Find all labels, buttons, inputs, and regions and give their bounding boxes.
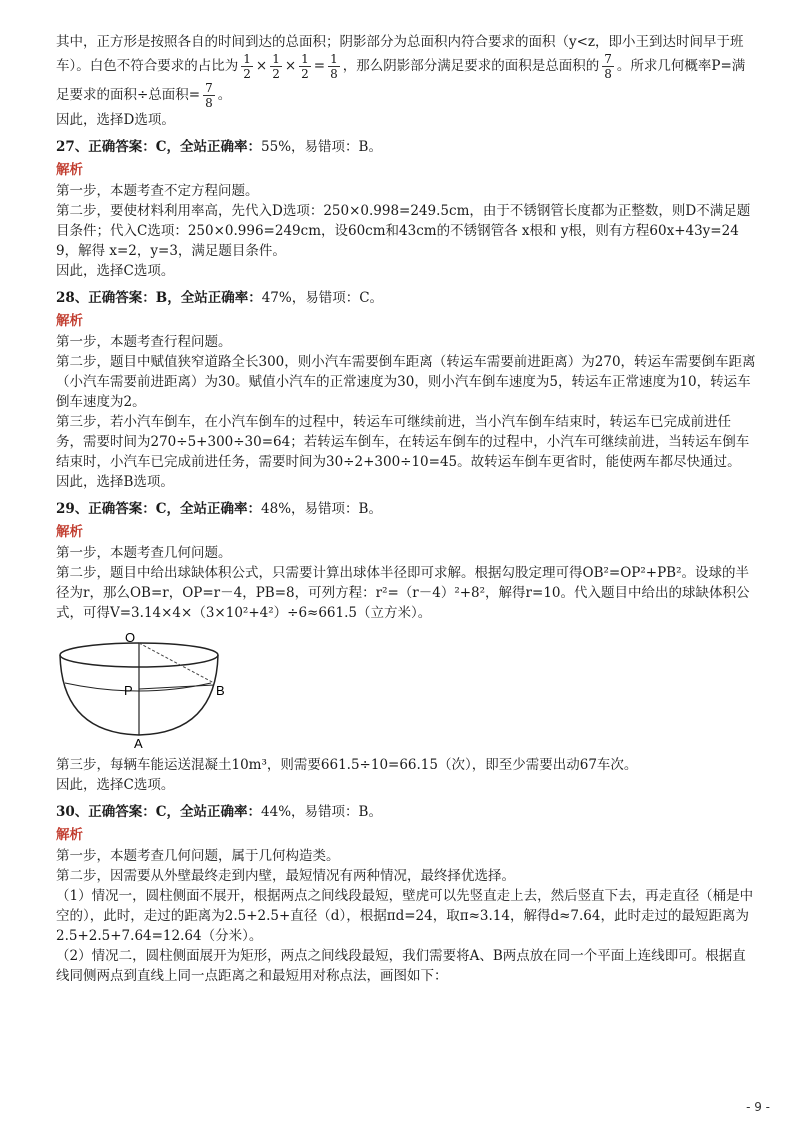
label-b: B <box>216 683 225 698</box>
q30-step-2: 第二步，因需要从外壁最终走到内壁，最短情况有两种情况，最终择优选择。 <box>56 868 515 884</box>
q29-answer-line: 29、正确答案：C，全站正确率：48%，易错项：B。 <box>56 501 382 517</box>
q27-step-1: 第一步，本题考查不定方程问题。 <box>56 183 259 199</box>
label-p: P <box>124 683 133 698</box>
q28-step-1: 第一步，本题考查行程问题。 <box>56 334 232 350</box>
q30-answer-line: 30、正确答案：C，全站正确率：44%，易错项：B。 <box>56 804 382 820</box>
q27-step-2: 第二步，要使材料利用率高，先代入D选项：250×0.998=249.5cm，由于不锈钢管长度都为正整数，则D不满足题目条件；代入C选项：250×0.996=249cm，设60cm和43cm的不锈钢管各 x根和 y根，则有方程60x+43y=249，解得 x=2，y=3，满足题目条件。 <box>56 203 751 259</box>
q28-conclusion: 因此，选择B选项。 <box>56 474 174 490</box>
label-a: A <box>134 736 143 749</box>
q27-analysis-label: 解析 <box>56 162 83 178</box>
cap-section-chord <box>65 683 211 691</box>
q28-step-3: 第三步，若小汽车倒车，在小汽车倒车的过程中，转运车可继续前进，当小汽车倒车结束时，转运车已完成前进任务，需要时间为270÷5+300÷30=64；若转运车倒车，在转运车倒车的过程中，小汽车可继续前进，当转运车倒车结束时，小汽车已完成前进任务，需要时间为30÷2+300÷10=45。故转运车倒车更省时，能使两车都尽快通过。 <box>56 414 750 470</box>
fraction: $\frac{7}{8}$ <box>604 52 612 81</box>
q30-analysis-label: 解析 <box>56 827 83 843</box>
q30-case-1: （1）情况一，圆柱侧面不展开，根据两点之间线段最短，壁虎可以先竖直走上去，然后竖直下去，再走直径（桶是中空的），此时，走过的距离为2.5+2.5+直径（d），根据πd=24，取π≈3.14，解得d≈7.64，此时走过的最短距离为2.5+2.5+7.64=12.64（分米）。 <box>56 888 754 944</box>
page-number: - 9 - <box>746 1100 770 1114</box>
q28-answer-line: 28、正确答案：B，全站正确率：47%，易错项：C。 <box>56 290 384 306</box>
q29-step-2: 第二步，题目中给出球缺体积公式，只需要计算出球体半径即可求解。根据勾股定理可得OB²=OP²+PB²。设球的半径为r，那么OB=r，OP=r－4，PB=8，可列方程：r²=（r－4）²+8²，解得r=10。代入题目中给出的球缺体积公式，可得V=3.14×4×（3×10²+4²）÷6≈661.5（立方米）。 <box>56 565 750 621</box>
q29-conclusion: 因此，选择C选项。 <box>56 777 175 793</box>
q30-case-2: （2）情况二，圆柱侧面展开为矩形，两点之间线段最短，我们需要将A、B两点放在同一个平面上连线即可。根据直线同侧两点到直线上同一点距离之和最短用对称点法，画图如下： <box>56 948 746 984</box>
q30-step-1: 第一步，本题考查几何问题，属于几何构造类。 <box>56 848 340 864</box>
q28-analysis-label: 解析 <box>56 313 83 329</box>
label-o: O <box>125 633 136 645</box>
spherical-cap-diagram <box>56 633 256 749</box>
q27-conclusion: 因此，选择C选项。 <box>56 263 175 279</box>
q26-probability-paragraph: 其中，正方形是按照各自的时间到达的总面积；阴影部分为总面积内符合要求的面积（y<z，即小王到达时间早于班车）。白色不符合要求的占比为 $\frac{1}{2}$ × $\frac{1}{2}$ × $\frac{1}{2}$ = $\frac{1}{8}$ ，那么阴影部分满足要求的面积是总面积的 $\frac{7}{8}$ 。所求几何概率P=满足要求的面积÷总面积= $\frac{7}{8}$ 。 <box>56 34 746 110</box>
fraction: $\frac{1}{2}$ <box>301 52 309 81</box>
radius-ob-line <box>139 643 214 683</box>
q29-step-1: 第一步，本题考查几何问题。 <box>56 545 232 561</box>
fraction: $\frac{1}{8}$ <box>330 52 338 81</box>
q27-answer-line: 27、正确答案：C，全站正确率：55%，易错项：B。 <box>56 139 382 155</box>
fraction: $\frac{7}{8}$ <box>205 81 213 110</box>
fraction: $\frac{1}{2}$ <box>243 52 251 81</box>
q26-conclusion: 因此，选择D选项。 <box>56 112 175 128</box>
q29-step-3: 第三步，每辆车能运送混凝土10m³，则需要661.5÷10=66.15（次），即至少需要出动67车次。 <box>56 757 638 773</box>
page-content <box>56 32 756 986</box>
spherical-cap-figure <box>56 633 756 749</box>
fraction: $\frac{1}{2}$ <box>272 52 280 81</box>
q28-step-2: 第二步，题目中赋值狭窄道路全长300，则小汽车需要倒车距离（转运车需要前进距离）为270，转运车需要倒车距离（小汽车需要前进距离）为30。赋值小汽车的正常速度为30，则小汽车倒车速度为5，转运车正常速度为10，转运车倒车速度为2。 <box>56 354 756 410</box>
q29-analysis-label: 解析 <box>56 524 83 540</box>
